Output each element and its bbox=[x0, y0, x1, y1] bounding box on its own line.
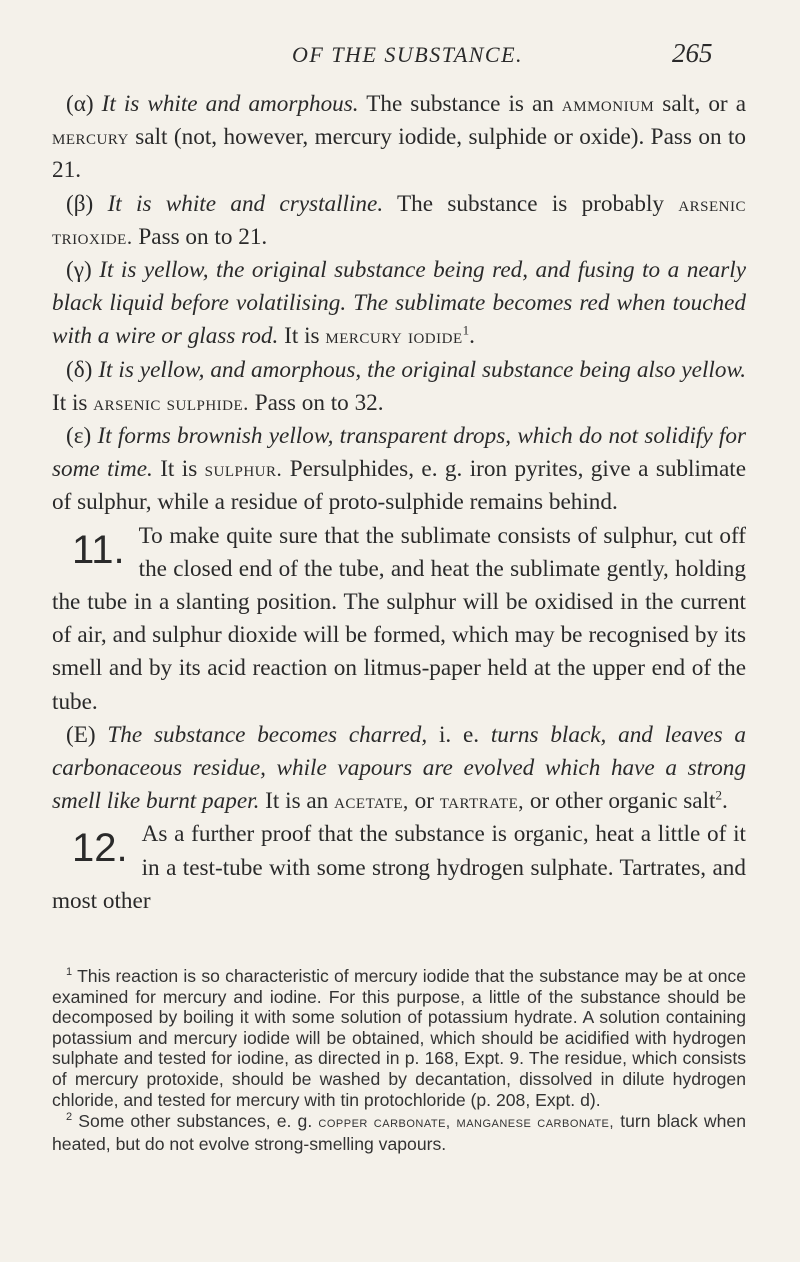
text-run: Persulphides, e. g. iron pyrites, give a sublimate of sulphur, while a residue of proto-sulphide remains behind. bbox=[52, 456, 746, 516]
italic-lead: It is white and amorphous. bbox=[101, 91, 359, 117]
footnotes bbox=[52, 966, 746, 1155]
footnote-1 bbox=[52, 966, 746, 1110]
text-run: . bbox=[722, 788, 728, 815]
section-number: 12. bbox=[72, 826, 128, 871]
text-run: Pass on to 32. bbox=[248, 389, 384, 416]
text-run: It is bbox=[152, 456, 205, 483]
small-caps-term: sulphur. bbox=[204, 457, 283, 482]
italic-lead: It is yellow, and amorphous, the original substance being also yellow. bbox=[98, 356, 746, 383]
small-caps-term: mercury iodide bbox=[325, 324, 463, 349]
italic-lead: It forms brownish yellow, transparent drops, which do not solidify for some time. bbox=[52, 423, 746, 483]
page-number: 265 bbox=[672, 38, 713, 68]
paragraph-label: (α) bbox=[66, 91, 94, 117]
body-text bbox=[52, 88, 746, 918]
paragraph-label: (γ) bbox=[66, 257, 92, 284]
small-caps-term: arsenic trioxide. bbox=[52, 191, 747, 249]
paragraph-E bbox=[52, 719, 746, 819]
italic-lead: The substance becomes charred, bbox=[107, 721, 428, 748]
running-title: OF THE SUBSTANCE. bbox=[292, 42, 524, 67]
text-run: The substance is an bbox=[358, 91, 562, 117]
footnote-ref[interactable]: 1 bbox=[462, 322, 470, 338]
paragraph-beta bbox=[52, 188, 746, 254]
italic-run: turns black, and leaves a carbonaceous residue, while vapours are evolved which have a strong smell like burnt paper. bbox=[52, 721, 746, 815]
text-run: The substance is probably bbox=[383, 190, 679, 217]
small-caps-term: arsenic sulphide. bbox=[93, 390, 249, 415]
text-run: Pass on to 21. bbox=[132, 223, 268, 250]
text-run: salt, or a bbox=[654, 91, 746, 117]
small-caps-term: copper carbonate, manganese carbonate, bbox=[318, 1114, 615, 1132]
footnote-text: This reaction is so characteristic of mercury iodide that the substance may be at once examined for mercury and iodine. For this purpose, a little of the substance should be decomposed by boiling it with some solution of potassium hydrate. A solution containing potassium and mercury iodide will be obtained, which should be acidified with hydrogen sulphate and tested for iodine, as directed in p. 168, Expt. 9. The residue, which consists of mercury protoxide, should be washed by decantation, dissolved in dilute hydrogen chloride, and tested for mercury with tin protochloride (p. 208, Expt. d). bbox=[52, 966, 746, 1110]
text-run: or bbox=[408, 788, 440, 815]
paragraph-12 bbox=[52, 818, 746, 918]
paragraph-label: (E) bbox=[66, 721, 96, 748]
footnote-ref[interactable]: 2 bbox=[715, 787, 722, 803]
footnote-mark: 1 bbox=[66, 966, 73, 979]
small-caps-term: ammonium bbox=[561, 92, 655, 116]
text-run: i. e. bbox=[427, 721, 491, 748]
section-text: To make quite sure that the sublimate consists of sulphur, cut off the closed end of the tube, and heat the sublimate gently, holding the tube in a slanting position. The sulphur will be oxidised in the current of air, and sulphur dioxide will be formed, which may be recognised by its smell and by its acid reaction on litmus-paper held at the upper end of the tube. bbox=[52, 522, 746, 715]
footnote-mark: 2 bbox=[66, 1111, 73, 1124]
text-run: or other organic salt bbox=[524, 788, 716, 815]
small-caps-term: mercury bbox=[52, 125, 129, 150]
paragraph-11 bbox=[52, 520, 746, 719]
footnote-text: turn black when heated, but do not evolve strong-smelling vapours. bbox=[52, 1111, 746, 1154]
text-run: . bbox=[469, 323, 475, 350]
text-run: It is bbox=[278, 323, 326, 350]
italic-lead: It is white and crystalline. bbox=[107, 190, 384, 217]
small-caps-term: acetate, bbox=[334, 789, 409, 814]
text-run: It is an bbox=[259, 788, 335, 815]
paragraph-gamma bbox=[52, 254, 746, 354]
text-run: salt (not, however, mercury iodide, sulphide or oxide). Pass on to 21. bbox=[52, 124, 746, 184]
paragraph-label: (β) bbox=[66, 190, 94, 217]
section-text: As a further proof that the substance is organic, heat a little of it in a test-tube with some strong hydrogen sulphate. Tartrates, and most other bbox=[52, 821, 746, 914]
paragraph-delta bbox=[52, 354, 746, 420]
page-header bbox=[0, 36, 800, 76]
section-number: 11. bbox=[72, 527, 125, 572]
footnote-text: Some other substances, e. g. bbox=[78, 1111, 319, 1132]
text-run: It is bbox=[52, 389, 94, 416]
paragraph-epsilon bbox=[52, 420, 746, 520]
italic-lead: It is yellow, the original substance being red, and fusing to a nearly black liquid before volatilising. The sublimate becomes red when touched with a wire or glass rod. bbox=[52, 257, 746, 350]
paragraph-alpha bbox=[52, 88, 746, 188]
paragraph-label: (δ) bbox=[66, 356, 93, 383]
paragraph-label: (ε) bbox=[66, 423, 92, 450]
small-caps-term: tartrate, bbox=[439, 789, 525, 814]
footnote-2 bbox=[52, 1111, 746, 1154]
